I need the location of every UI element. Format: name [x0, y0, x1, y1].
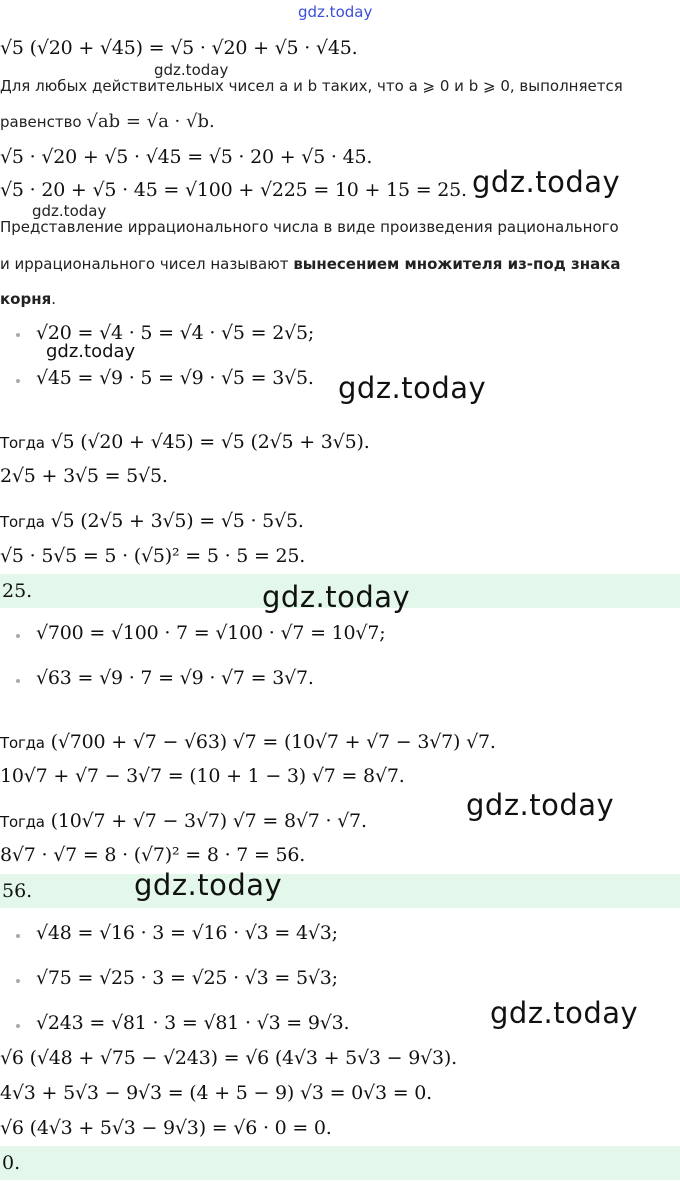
equation-line: 10√7 + √7 − 3√7 = (10 + 1 − 3) √7 = 8√7.	[0, 765, 405, 787]
bullet-dot	[16, 979, 20, 983]
watermark: gdz.today	[46, 341, 136, 362]
bullet-dot	[16, 379, 20, 383]
formula: (√700 + √7 − √63) √7 = (10√7 + √7 − 3√7) √7.	[50, 731, 496, 753]
list-item: √48 = √16 · 3 = √16 · √3 = 4√3;	[36, 922, 338, 944]
equation-line: √5 (√20 + √45) = √5 · √20 + √5 · √45.	[0, 37, 358, 59]
equation-line	[0, 430, 370, 455]
text-prefix: и иррационального чисел называют	[0, 255, 294, 273]
word-then: Тогда	[0, 813, 45, 831]
equation-line	[0, 509, 304, 534]
watermark: gdz.today	[472, 165, 621, 199]
list-item: √75 = √25 · 3 = √25 · √3 = 5√3;	[36, 967, 338, 989]
equation-line: 2√5 + 3√5 = 5√5.	[0, 465, 168, 487]
watermark-top: gdz.today	[298, 3, 373, 21]
bullet-dot	[16, 679, 20, 683]
watermark: gdz.today	[134, 868, 283, 902]
equation-line: √5 · 5√5 = 5 · (√5)² = 5 · 5 = 25.	[0, 545, 306, 567]
list-item: √20 = √4 · 5 = √4 · √5 = 2√5;	[36, 322, 315, 344]
equation-line	[0, 809, 367, 834]
answer-value: 56.	[2, 880, 33, 902]
bold-term: вынесением множителя из-под знака	[293, 255, 621, 273]
list-item: √700 = √100 · 7 = √100 · √7 = 10√7;	[36, 622, 386, 644]
answer-value: 25.	[2, 580, 33, 602]
paragraph-text	[0, 253, 621, 275]
watermark: gdz.today	[338, 371, 487, 405]
equation-line: 4√3 + 5√3 − 9√3 = (4 + 5 − 9) √3 = 0√3 = 0.	[0, 1082, 432, 1104]
watermark: gdz.today	[466, 788, 615, 822]
equation-line	[0, 730, 496, 755]
answer-row	[0, 1146, 680, 1180]
watermark: gdz.today	[154, 61, 229, 79]
formula: √5 (√20 + √45) = √5 (2√5 + 3√5).	[50, 431, 370, 453]
paragraph-text: Для любых действительных чисел a и b таких, что a ⩾ 0 и b ⩾ 0, выполняется	[0, 77, 623, 95]
equation-line: √6 (4√3 + 5√3 − 9√3) = √6 · 0 = 0.	[0, 1117, 332, 1139]
bullet-dot	[16, 634, 20, 638]
bullet-dot	[16, 934, 20, 938]
word-then: Тогда	[0, 434, 45, 452]
text-prefix: равенство	[0, 113, 82, 131]
paragraph-text	[0, 111, 215, 133]
text-suffix: .	[51, 290, 56, 308]
list-item: √63 = √9 · 7 = √9 · √7 = 3√7.	[36, 667, 314, 689]
watermark: gdz.today	[32, 202, 107, 220]
paragraph-text	[0, 288, 56, 310]
word-then: Тогда	[0, 734, 45, 752]
watermark: gdz.today	[490, 996, 639, 1030]
bullet-dot	[16, 333, 20, 337]
equation-line: √5 · √20 + √5 · √45 = √5 · 20 + √5 · 45.	[0, 146, 373, 168]
bullet-dot	[16, 1024, 20, 1028]
list-item: √45 = √9 · 5 = √9 · √5 = 3√5.	[36, 367, 314, 389]
answer-row	[0, 874, 680, 908]
formula: √5 (2√5 + 3√5) = √5 · 5√5.	[50, 510, 304, 532]
equation-line: √6 (√48 + √75 − √243) = √6 (4√3 + 5√3 − 9√3).	[0, 1047, 457, 1069]
equation-line: √5 · 20 + √5 · 45 = √100 + √225 = 10 + 15 = 25.	[0, 179, 467, 201]
list-item: √243 = √81 · 3 = √81 · √3 = 9√3.	[36, 1012, 350, 1034]
answer-value: 0.	[2, 1152, 21, 1174]
watermark: gdz.today	[262, 580, 411, 614]
inline-formula: √ab = √a · √b.	[86, 111, 215, 132]
bold-term: корня	[0, 290, 52, 308]
equation-line: 8√7 · √7 = 8 · (√7)² = 8 · 7 = 56.	[0, 844, 306, 866]
formula: (10√7 + √7 − 3√7) √7 = 8√7 · √7.	[50, 810, 367, 832]
paragraph-text: Представление иррационального числа в виде произведения рационального	[0, 218, 619, 236]
word-then: Тогда	[0, 513, 45, 531]
